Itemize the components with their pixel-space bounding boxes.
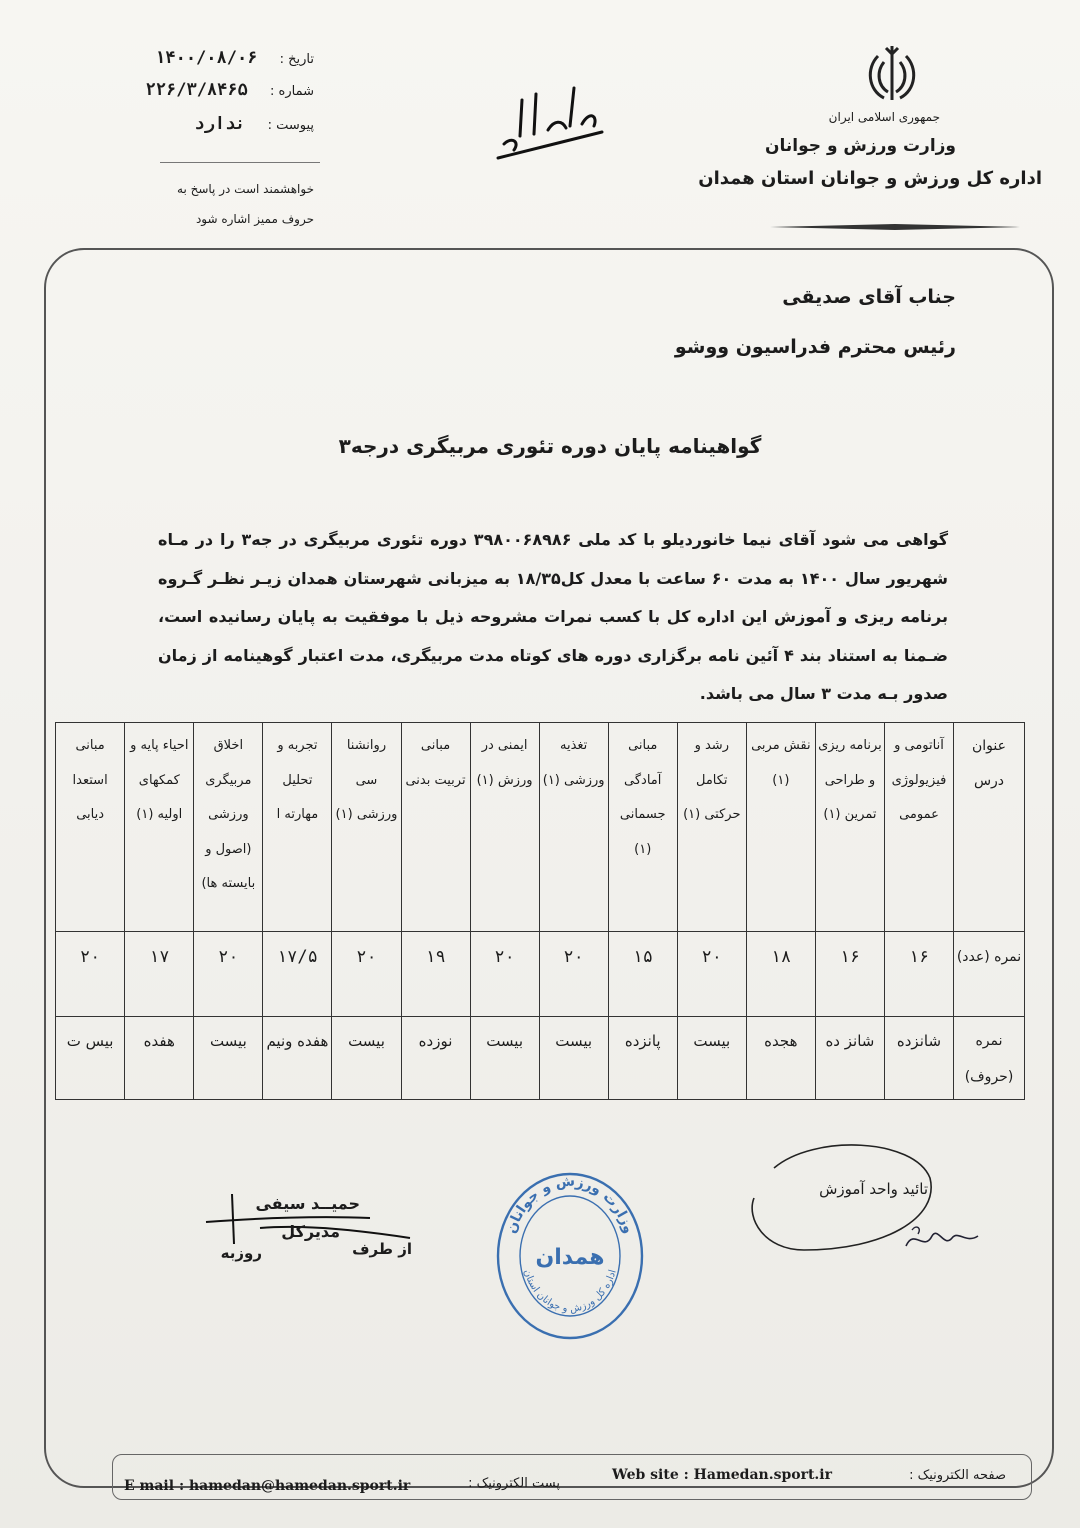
score-words-cell: هفده — [125, 1017, 194, 1100]
bismillah-calligraphy — [490, 80, 610, 170]
score-cell: ۱۵ — [608, 932, 677, 1017]
score-cell: ۲۰ — [194, 932, 263, 1017]
subject-row — [56, 723, 1025, 932]
subject-cell: نقش مربی (۱) — [746, 723, 815, 932]
subject-cell: اخلاق مربیگری ورزشی (اصول و بایسته ها) — [194, 723, 263, 932]
score-cell: ۱۷/۵ — [263, 932, 332, 1017]
stamp-inner-text: اداره کل ورزش و جوانان استان — [521, 1268, 619, 1315]
country-name: جمهوری اسلامی ایران — [828, 110, 940, 124]
email-value: E mail : hamedan@hamedan.sport.ir — [124, 1478, 411, 1494]
website-value: Web site : Hamedan.sport.ir — [612, 1467, 832, 1483]
approval-label: تائید واحد آموزش — [819, 1180, 928, 1198]
score-words-cell: شانزده — [884, 1017, 953, 1100]
meta-divider — [160, 162, 320, 163]
score-words-cell: بیست — [470, 1017, 539, 1100]
score-cell: ۱۶ — [815, 932, 884, 1017]
number-label: شماره : — [270, 84, 314, 99]
approval-signature — [902, 1218, 982, 1258]
iran-emblem-icon — [862, 42, 922, 108]
number-value: ۲۲۶/۳/۸۴۶۵ — [145, 80, 248, 100]
score-cell: ۱۹ — [401, 932, 470, 1017]
score-words-cell: نوزده — [401, 1017, 470, 1100]
stamp-outer-text: وزارت ورزش و جوانان — [503, 1173, 637, 1236]
svg-text:وزارت ورزش و جوانان — [503, 1173, 636, 1235]
score-cell: ۱۷ — [125, 932, 194, 1017]
score-cell: ۲۰ — [470, 932, 539, 1017]
attachment-label: پیوست : — [267, 118, 314, 133]
attachment-row — [194, 114, 314, 134]
subject-cell: احیاء پایه و کمکهای اولیه (۱) — [125, 723, 194, 932]
subject-cell: تغذیه ورزشی (۱) — [539, 723, 608, 932]
score-cell: ۱۸ — [746, 932, 815, 1017]
svg-text:اداره کل ورزش و جوانان استان — [521, 1268, 619, 1315]
subject-cell: مبانی تربیت بدنی — [401, 723, 470, 932]
subject-cell: رشد و تکامل حرکتی (۱) — [677, 723, 746, 932]
stamp-center-text: همدان — [535, 1245, 605, 1270]
score-words-cell: پانزده — [608, 1017, 677, 1100]
subject-cell: مبانی آمادگی جسمانی (۱) — [608, 723, 677, 932]
score-cell: ۲۰ — [677, 932, 746, 1017]
score-words-cell: هجده — [746, 1017, 815, 1100]
subject-cell: تجربه و تحلیل مهارته ا — [263, 723, 332, 932]
on-behalf-label: از طرف — [352, 1240, 412, 1258]
number-row — [146, 80, 314, 100]
email-label: پست الکترونیک : — [468, 1476, 560, 1491]
subject-cell: آناتومی و فیزیولوژی عمومی — [884, 723, 953, 932]
score-words-cell: بیست — [677, 1017, 746, 1100]
date-value: ۱۴۰۰/۰۸/۰۶ — [155, 48, 258, 68]
score-words-cell: هفده ونیم — [263, 1017, 332, 1100]
score-words-cell: شانز ده — [815, 1017, 884, 1100]
ministry-name: وزارت ورزش و جوانان — [765, 136, 956, 156]
score-words-cell: بیست — [332, 1017, 401, 1100]
score-words-cell: بیست — [539, 1017, 608, 1100]
score-words-row — [56, 1017, 1025, 1100]
subject-cell: روانشنا سی ورزشی (۱) — [332, 723, 401, 932]
score-cell: ۱۶ — [884, 932, 953, 1017]
row-header-score-words: نمره (حروف) — [954, 1017, 1025, 1100]
certificate-title: گواهینامه پایان دوره تئوری مربیگری درجه۳ — [338, 434, 762, 458]
official-stamp — [490, 1160, 650, 1340]
website-label: صفحه الکترونیک : — [909, 1468, 1006, 1483]
score-number-row — [56, 932, 1025, 1017]
reply-note: خواهشمند است در پاسخ به حروف ممیز اشاره شود — [177, 182, 314, 226]
signatory-name: حمیــد سیفی — [255, 1194, 360, 1213]
office-name: اداره کل ورزش و جوانان استان همدان — [698, 168, 1042, 189]
grades-table — [55, 722, 1025, 1100]
score-words-cell: بیس ت — [56, 1017, 125, 1100]
row-header-score-number: نمره (عدد) — [954, 932, 1025, 1017]
attachment-value: ندارد — [194, 114, 246, 134]
date-label: تاریخ : — [279, 52, 314, 67]
header-divider — [770, 222, 1020, 232]
score-cell: ۲۰ — [332, 932, 401, 1017]
certificate-body: گواهی می شود آقای نیما خانوردیلو با کد ملی ۳۹۸۰۰۶۸۹۸۶ دوره تئوری مربیگری در جه۳ را در مـاه شهریور سال ۱۴۰۰ به مدت ۶۰ ساعت با معدل کل۱۸/۳۵ به میزبانی شهرستان همدان زیـر نظـر گـروه برنامه ریزی و آموزش این اداره کل با کسب نمرات مشروحه ذیل با موفقیت به پایان رسانیده است، ضـمنا به استناد بند ۴ آئین نامه برگزاری دوره های کوتاه مدت مربیگری، مدت اعتبار گوهینامه از زمان صدور بـه مدت ۳ سال می باشد. — [158, 530, 949, 704]
signed-by-name: روزبه — [220, 1244, 262, 1262]
score-cell: ۲۰ — [56, 932, 125, 1017]
score-cell: ۲۰ — [539, 932, 608, 1017]
date-row — [155, 48, 314, 68]
subject-cell: ایمنی در ورزش (۱) — [470, 723, 539, 932]
subject-cell: برنامه ریزی و طراحی تمرین (۱) — [815, 723, 884, 932]
subject-cell: مبانی استعدا دیابی — [56, 723, 125, 932]
recipient-name: جناب آقای صدیقی — [782, 286, 956, 308]
recipient-title: رئیس محترم فدراسیون ووشو — [674, 336, 956, 358]
signatory-title: مدیرکل — [281, 1222, 340, 1241]
score-words-cell: بیست — [194, 1017, 263, 1100]
row-header-subject: عنوان درس — [954, 723, 1025, 932]
